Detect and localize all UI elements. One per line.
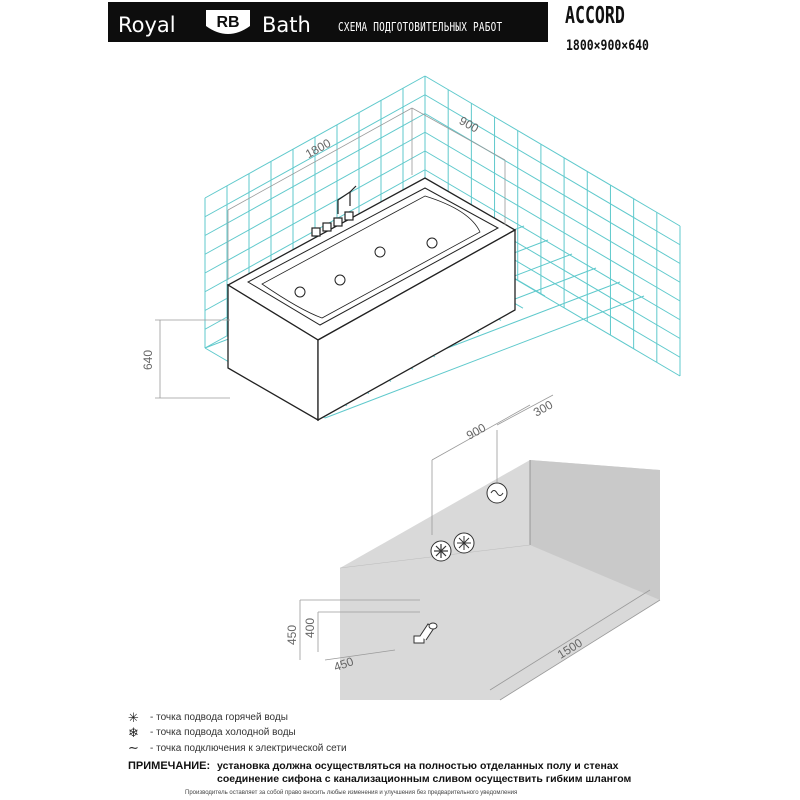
note-line-1: установка должна осуществляться на полностью отделанных полу и стенах <box>217 760 619 772</box>
dim-bath-width: 900 <box>456 113 482 136</box>
dim-offset-a: 900 <box>463 420 489 443</box>
electric-icon: ∼ <box>128 740 139 755</box>
brand-logo-text: RB <box>216 14 240 31</box>
brand-right: Bath <box>262 13 311 37</box>
model-size: 1800×900×640 <box>566 38 649 54</box>
dim-height-a: 450 <box>285 624 299 646</box>
footer-disclaimer: Производитель оставляет за собой право вносить любые изменения и улучшения без предварительного уведомления <box>185 790 518 796</box>
dim-offset-b: 300 <box>530 397 556 420</box>
electric-point <box>487 483 507 503</box>
legend-electric: - точка подключения к электрической сети <box>150 743 347 754</box>
dim-area-length: 1500 <box>554 635 585 662</box>
dim-bath-height: 640 <box>141 349 155 371</box>
brand-left: Royal <box>118 13 176 37</box>
note-title: ПРИМЕЧАНИЕ: <box>128 760 211 772</box>
model-name: ACCORD <box>565 3 625 29</box>
legend-cold-water: - точка подвода холодной воды <box>150 727 296 738</box>
cold-water-icon: ❄ <box>128 725 139 740</box>
cold-water-point <box>454 533 474 553</box>
dim-height-b: 400 <box>303 617 317 639</box>
legend-hot-water: - точка подвода горячей воды <box>150 712 288 723</box>
note-line-2: соединение сифона с канализационным сливом осуществить гибким шлангом <box>217 773 632 785</box>
hot-water-icon: ✳ <box>128 710 139 725</box>
dim-area-depth: 450 <box>331 654 356 675</box>
dim-bath-length: 1800 <box>302 135 334 162</box>
hot-water-point <box>431 541 451 561</box>
header-caption: СХЕМА ПОДГОТОВИТЕЛЬНЫХ РАБОТ <box>338 20 503 34</box>
